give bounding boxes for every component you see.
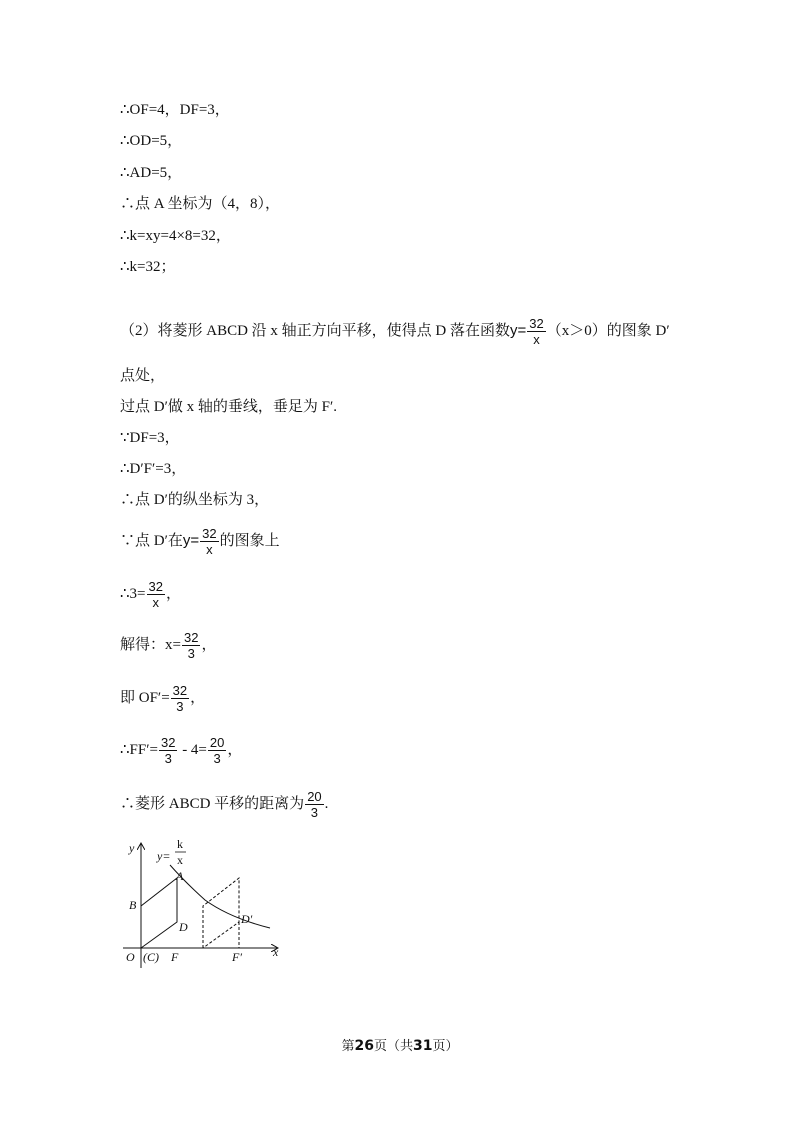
fraction-numerator: 32 [183,630,199,645]
text: ∴菱形 ABCD 平移的距离为 [120,795,305,812]
label-f-prime: F′ [232,950,242,964]
text: 解得：x= [120,636,181,653]
fraction-denominator: 3 [310,805,319,820]
line-dp-on-graph [120,526,280,557]
fraction-denominator: x [206,542,213,557]
fraction-32-over-x [200,526,218,557]
line-dp-ycoord: ∴点 D′的纵坐标为 3， [120,492,270,508]
text: ， [201,636,217,653]
line-od: ∴OD=5， [120,133,183,149]
label-b: B [129,898,137,912]
line-ad: ∴AD=5， [120,165,183,181]
fraction-numerator: 20 [307,789,322,804]
text: 的图象上 [219,532,280,549]
text: 即 OF′= [120,689,170,706]
label-a: A [176,869,184,883]
line-ofp [120,683,205,714]
fraction-denominator: 3 [164,751,172,766]
label-k-over-x [175,837,186,867]
line-k-result: ∴k=32； [120,259,176,275]
line-distance [120,789,328,820]
label-function: y= [157,849,171,863]
footer-text: 页） [432,1039,459,1054]
text: ∴FF′= [120,741,158,758]
func-y: y= [182,531,200,549]
page-footer [0,1035,800,1054]
line-perpendicular: 过点 D′做 x 轴的垂线，垂足为 F′. [120,399,337,415]
text: ， [190,689,206,706]
line-solve-x [120,630,216,661]
label-o: O [126,950,135,964]
func-y: y= [510,321,527,339]
text: ， [227,741,243,758]
fraction-denominator: x [533,332,540,347]
fraction-numerator: 32 [160,735,176,750]
fraction-numerator: 32 [202,526,217,541]
fraction-32-over-x [527,316,545,347]
fraction-numerator: 20 [209,735,225,750]
line-of-df: ∴OF=4，DF=3， [120,102,230,118]
rhombus-abcd [141,878,177,948]
fraction-20-over-3 [208,735,226,766]
fraction-denominator: 3 [187,646,195,661]
label-c: (C) [143,950,159,964]
hyperbola-curve [170,865,270,928]
text: ， [165,585,181,602]
part2-text: （2）将菱形 ABCD 沿 x 轴正方向平移，使得点 D 落在函数 [120,322,511,339]
page-number: 26 [354,1038,374,1054]
text: - 4= [178,741,207,758]
line-df-3: ∵DF=3， [120,430,180,446]
fraction-denominator: 3 [213,751,221,766]
fraction-numerator: k [177,837,183,851]
line-point: 点处， [120,368,166,384]
text: ∵点 D′在 [120,532,183,549]
footer-text: 页（共 [373,1039,413,1054]
label-x-axis: x [273,945,279,959]
part2-text-end: （x＞0）的图象 D′ [546,322,670,339]
label-f: F [171,950,179,964]
fraction-numerator: 32 [529,316,544,331]
total-pages: 31 [413,1038,433,1054]
translated-rhombus [203,878,239,948]
fraction-20-over-3 [305,789,323,820]
fraction-32-over-x [147,579,165,610]
line-3-eq [120,579,181,610]
line-k-calc: ∴k=xy=4×8=32， [120,228,231,244]
text: ∴3= [120,585,146,602]
rhombus-translation-figure [115,830,295,975]
fraction-denominator: x [177,853,183,867]
fraction-32-over-3 [182,630,200,661]
footer-text: 第 [341,1039,355,1054]
text: . [324,795,329,812]
fraction-numerator: 32 [148,579,163,594]
label-y-axis: y [129,841,135,855]
line-dpfp-3: ∴D′F′=3， [120,461,187,477]
line-ffp [120,735,242,766]
line-a-coord: ∴点 A 坐标为（4，8）， [120,196,281,212]
fraction-denominator: 3 [176,699,184,714]
fraction-32-over-3 [159,735,177,766]
fraction-denominator: x [152,595,159,610]
line-part2-intro [120,316,670,347]
fraction-32-over-3 [171,683,189,714]
label-d-prime: D′ [241,912,253,926]
label-d: D [179,920,188,934]
fraction-numerator: 32 [172,683,188,698]
